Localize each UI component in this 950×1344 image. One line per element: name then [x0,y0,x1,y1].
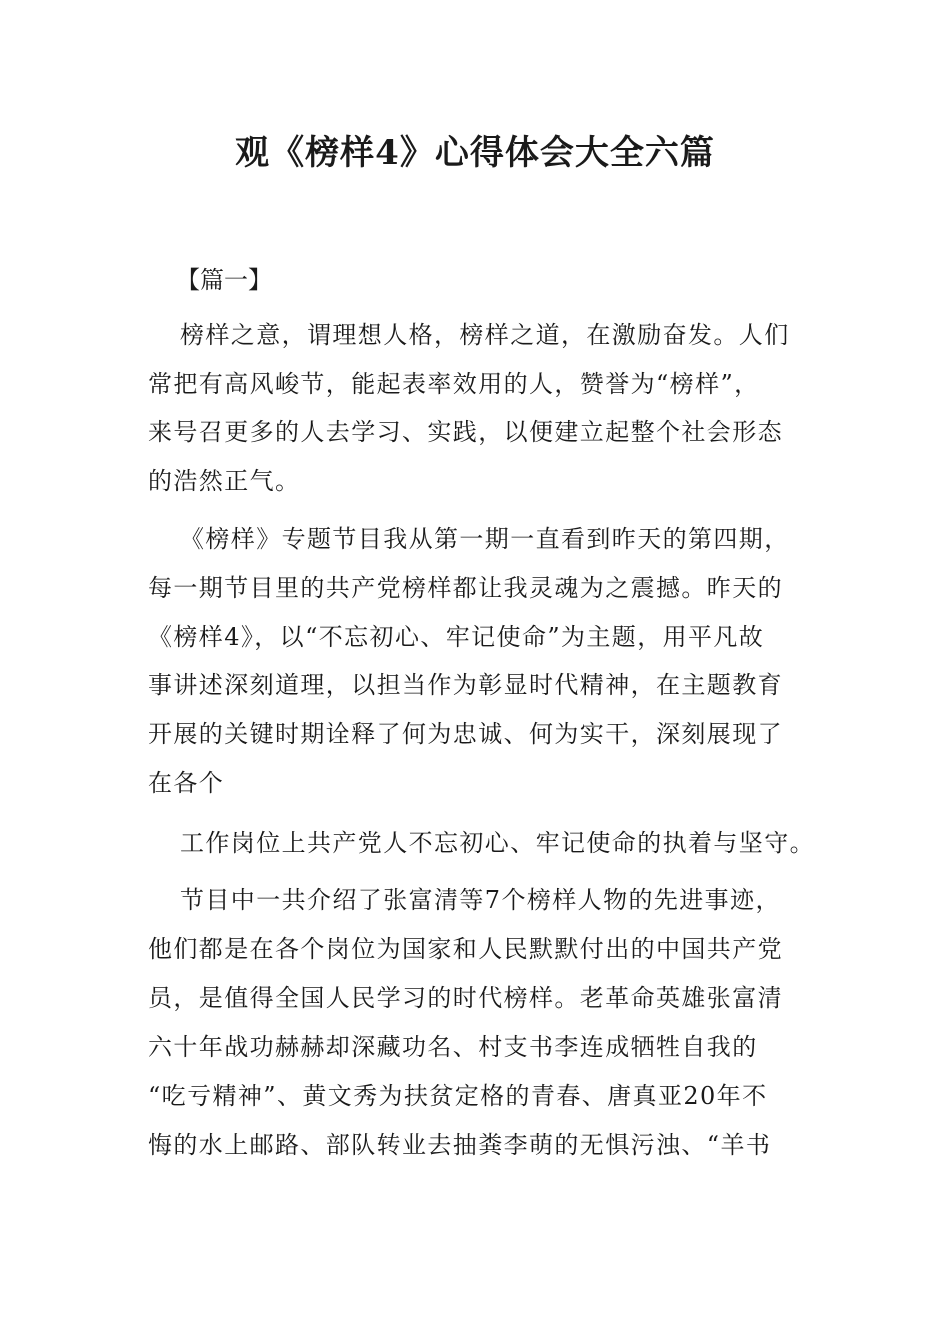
paragraph-line: 开展的关键时期诠释了何为忠诚、何为实干，深刻展现了 [148,720,783,748]
paragraph-line: 每一期节目里的共产党榜样都让我灵魂为之震撼。昨天的 [148,574,783,602]
document-title: 观《榜样4》心得体会大全六篇 [235,133,715,173]
paragraph-line: 六十年战功赫赫却深藏功名、村支书李连成牺牲自我的 [148,1033,758,1061]
paragraph-line: 节目中一共介绍了张富清等7个榜样人物的先进事迹， [180,886,781,914]
paragraph-line: 员，是值得全国人民学习的时代榜样。老革命英雄张富清 [148,984,783,1012]
paragraph-line: 悔的水上邮路、部队转业去抽粪李萌的无惧污浊、“羊书 [148,1131,772,1159]
paragraph-line: 《榜样4》，以“不忘初心、牢记使命”为主题，用平凡故 [148,623,765,651]
paragraph-line: 工作岗位上共产党人不忘初心、牢记使命的执着与坚守。 [180,829,815,857]
paragraph-line: 常把有高风峻节，能起表率效用的人，赞誉为“榜样”， [148,370,760,398]
paragraph-line: 榜样之意，谓理想人格，榜样之道，在激励奋发。人们 [180,321,790,349]
paragraph-line: 事讲述深刻道理，以担当作为彰显时代精神，在主题教育 [148,671,783,699]
paragraph-line: “吃亏精神”、黄文秀为扶贫定格的青春、唐真亚20年不 [148,1082,768,1110]
paragraph-line: 他们都是在各个岗位为国家和人民默默付出的中国共产党 [148,935,783,963]
paragraph-line: 在各个 [148,769,225,797]
paragraph-line: 的浩然正气。 [148,467,301,495]
section-label: 【篇一】 [176,266,272,294]
paragraph-line: 来号召更多的人去学习、实践，以便建立起整个社会形态 [148,418,783,446]
paragraph-line: 《榜样》专题节目我从第一期一直看到昨天的第四期， [180,525,790,553]
